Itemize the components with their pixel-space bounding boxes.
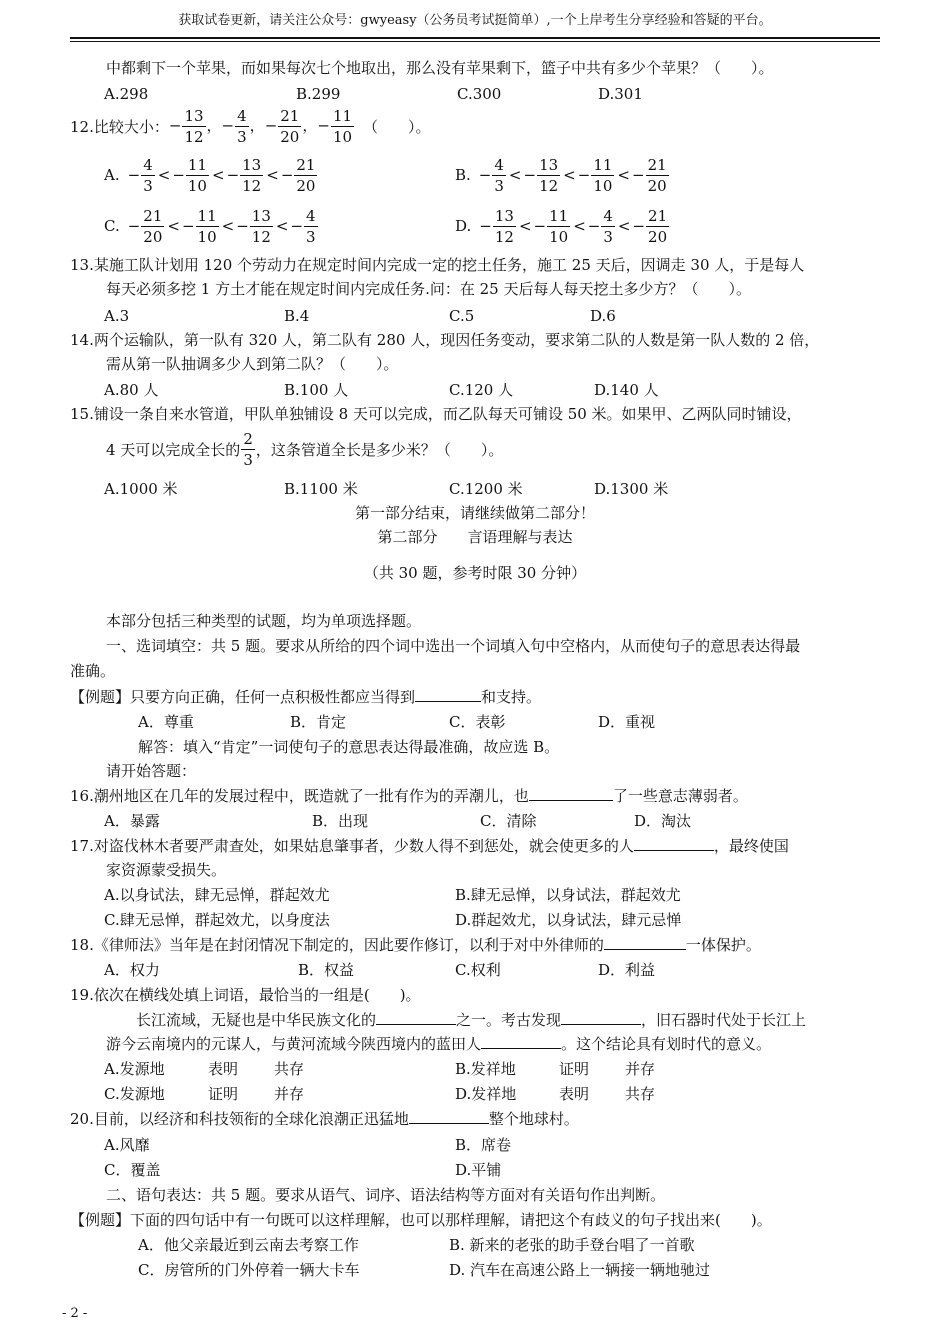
- q13-option-b: B.4: [284, 307, 310, 325]
- q19-d-word1: D.发祥地: [455, 1085, 517, 1103]
- fraction: [196, 206, 219, 247]
- q18-pre: 18.《律师法》当年是在封闭情况下制定的，因此要作修订，以利于对中外律师的: [70, 936, 604, 954]
- q16-stem: [70, 785, 748, 807]
- q19-option-b: [455, 1058, 655, 1080]
- minus-sign: −: [226, 166, 240, 184]
- minus-sign: −: [478, 166, 492, 184]
- fraction: [331, 106, 354, 147]
- fraction-numerator: 13: [184, 106, 204, 125]
- q19-passage-line2: [106, 1033, 771, 1055]
- fraction: [304, 206, 318, 247]
- fraction-denominator: 10: [197, 227, 217, 246]
- q16-blank: [529, 785, 613, 801]
- q15-line2-post: ，这条管道全长是多少米？（ ）。: [255, 440, 504, 459]
- q16-option-d: D．淘汰: [634, 812, 692, 830]
- part2-title: 第二部分 言语理解与表达: [377, 528, 573, 546]
- q19-c-word2: 证明: [208, 1085, 239, 1103]
- q19-option-d: [455, 1083, 655, 1105]
- q12-stem-fractions: [169, 106, 355, 147]
- q13-option-d: D.6: [590, 307, 616, 325]
- q19-p1-b: 之一。考古发现: [456, 1011, 562, 1029]
- fraction: [537, 155, 560, 196]
- fraction-denominator: 10: [332, 127, 353, 146]
- fraction-denominator: 12: [184, 127, 204, 146]
- fraction: [591, 155, 614, 196]
- minus-sign: −: [127, 217, 141, 235]
- example-pre: 【例题】只要方向正确，任何一点积极性都应当得到: [70, 688, 416, 706]
- minus-sign: −: [523, 166, 537, 184]
- q15-option-a: A.1000 米: [104, 480, 178, 498]
- less-than-sign: <: [563, 166, 576, 184]
- q14-option-b: B.100 人: [284, 381, 349, 399]
- fraction-denominator: 3: [306, 227, 316, 246]
- q12-option-c: [104, 203, 319, 249]
- q16-pre: 16.潮州地区在几年的发展过程中，既造就了一批有作为的弄潮儿，也: [70, 787, 529, 805]
- fraction-denominator: 12: [494, 227, 514, 246]
- q20-option-b: B．席卷: [455, 1136, 512, 1154]
- fraction: [182, 106, 205, 147]
- part2-intro: 本部分包括三种类型的试题，均为单项选择题。: [106, 612, 422, 630]
- q19-a-word3: 共存: [274, 1060, 305, 1078]
- q19-blank-3: [481, 1033, 561, 1049]
- sec2-instructions: 二、语句表达：共 5 题。要求从语气、词序、语法结构等方面对有关语句作出判断。: [106, 1186, 666, 1204]
- q14-option-a: A.80 人: [104, 381, 159, 399]
- fraction-numerator: 21: [143, 206, 163, 225]
- less-than-sign: <: [275, 217, 289, 235]
- q20-option-a: A.风靡: [104, 1136, 150, 1154]
- minus-sign: −: [127, 166, 141, 184]
- less-than-sign: <: [617, 217, 631, 235]
- fraction-numerator: 11: [593, 155, 613, 174]
- q19-blank-1: [376, 1009, 456, 1025]
- example-blank: [415, 686, 481, 702]
- minus-sign: −: [264, 116, 278, 134]
- comma: ，: [206, 116, 222, 134]
- q15-option-d: D.1300 米: [594, 480, 669, 498]
- q18-post: 一体保护。: [685, 936, 761, 954]
- q19-b-word1: B.发祥地: [455, 1060, 516, 1078]
- q16-option-b: B．出现: [312, 812, 369, 830]
- fraction-denominator: 20: [280, 127, 300, 146]
- q19-a-word1: A.发源地: [104, 1060, 165, 1078]
- q19-p2-a: 游今云南境内的元谋人，与黄河流域今陕西境内的蓝田人: [106, 1035, 482, 1053]
- q14-option-c: C.120 人: [449, 381, 514, 399]
- q15-line1: 15.铺设一条自来水管道，甲队单独铺设 8 天可以完成，而乙队每天可铺设 50 米。如果甲、乙两队同时铺设，: [70, 405, 802, 423]
- sec1-instructions: 一、选词填空：共 5 题。要求从所给的四个词中选出一个词填入句中空格内，从而使句子的意思表达得最: [106, 637, 801, 655]
- fraction-denominator: 12: [242, 176, 262, 195]
- minus-sign: −: [533, 217, 547, 235]
- sec2-option-c: C．房管所的门外停着一辆大卡车: [138, 1261, 360, 1279]
- fraction-numerator: 11: [332, 106, 353, 125]
- q14-line1: 14.两个运输队，第一队有 320 人，第二队有 280 人，现因任务变动，要求第二队的人数是第一队人数的 2 倍，: [70, 331, 820, 349]
- fraction-denominator: 12: [539, 176, 559, 195]
- q19-d-word3: 共存: [625, 1085, 656, 1103]
- less-than-sign: <: [211, 166, 225, 184]
- q13-option-c: C.5: [449, 307, 475, 325]
- q19-p1-a: 长江流域，无疑也是中华民族文化的: [136, 1011, 377, 1029]
- fraction-numerator: 21: [647, 155, 667, 174]
- q17-line2: 家资源蒙受损失。: [106, 861, 227, 879]
- q16-option-a: A．暴露: [104, 812, 160, 830]
- fraction: [141, 206, 164, 247]
- less-than-sign: <: [157, 166, 171, 184]
- fraction-denominator: 3: [494, 176, 504, 195]
- fraction: [646, 206, 669, 247]
- fraction-numerator: 4: [306, 206, 316, 225]
- q11-option-c: C.300: [457, 85, 502, 103]
- q18-option-a: A．权力: [104, 961, 160, 979]
- q19-p1-c: ，旧石器时代处于长江上: [641, 1011, 807, 1029]
- fraction-numerator: 13: [494, 206, 514, 225]
- less-than-sign: <: [266, 166, 279, 184]
- q20-blank: [409, 1108, 489, 1124]
- q15-frac-num: 2: [243, 429, 253, 448]
- q13-line1: 13.某施工队计划用 120 个劳动力在规定时间内完成一定的挖土任务，施工 25 天后，因调走 30 人，于是每人: [70, 256, 805, 274]
- q19-b-word3: 并存: [625, 1060, 656, 1078]
- comma: ，: [302, 116, 318, 134]
- q19-stem: 19.依次在横线处填上词语，最恰当的一组是( )。: [70, 986, 421, 1004]
- option-label: D.: [455, 217, 472, 235]
- q12-prefix: 12.比较大小：: [70, 117, 169, 136]
- fraction-denominator: 10: [549, 227, 569, 246]
- option-label: C.: [104, 217, 120, 235]
- q19-passage-line1: [136, 1009, 806, 1031]
- fraction-numerator: 21: [648, 206, 668, 225]
- fraction-denominator: 20: [296, 176, 316, 195]
- fraction-numerator: 21: [280, 106, 300, 125]
- fraction-numerator: 13: [539, 155, 559, 174]
- example-option-d: D．重视: [598, 713, 656, 731]
- example-post: 和支持。: [481, 688, 542, 706]
- fraction-denominator: 20: [143, 227, 163, 246]
- q11-text: 中都剩下一个苹果，而如果每次七个地取出，那么没有苹果剩下，篮子中共有多少个苹果？（ ）。: [106, 59, 774, 77]
- fraction: [235, 106, 249, 147]
- q16-post: 了一些意志薄弱者。: [612, 787, 748, 805]
- minus-sign: −: [632, 166, 645, 184]
- q18-option-b: B．权益: [298, 961, 355, 979]
- example-answer: 解答：填入“肯定”一词使句子的意思表达得最准确，故应选 B。: [138, 738, 560, 756]
- fraction-numerator: 4: [494, 155, 504, 174]
- minus-sign: −: [221, 116, 235, 134]
- fraction-denominator: 20: [648, 227, 668, 246]
- q18-stem: [70, 934, 761, 956]
- fraction-denominator: 10: [593, 176, 613, 195]
- fraction-numerator: 21: [296, 155, 316, 174]
- q19-b-word2: 证明: [559, 1060, 590, 1078]
- q18-option-c: C.权利: [455, 961, 501, 979]
- sec1-instructions-cont: 准确。: [70, 662, 116, 680]
- q17-blank: [634, 835, 714, 851]
- q17-stem: [70, 835, 789, 857]
- q12-stem: [70, 103, 431, 149]
- q11-option-a: A.298: [104, 85, 149, 103]
- fraction-denominator: 3: [603, 227, 613, 246]
- fraction-numerator: 4: [237, 106, 247, 125]
- fraction: [547, 206, 570, 247]
- example-option-b: B．肯定: [290, 713, 347, 731]
- sec2-example: 【例题】下面的四句话中有一句既可以这样理解，也可以那样理解，请把这个有歧义的句子找出来( )。: [70, 1211, 772, 1229]
- page-number: - 2 -: [62, 1306, 88, 1321]
- q15-frac-den: 3: [243, 450, 253, 469]
- q19-p2-b: 。这个结论具有划时代的意义。: [561, 1035, 772, 1053]
- q12-option-d: [455, 203, 670, 249]
- q19-d-word2: 表明: [559, 1085, 590, 1103]
- q19-blank-2: [561, 1009, 641, 1025]
- q14-option-d: D.140 人: [594, 381, 659, 399]
- q20-option-d: D.平铺: [455, 1161, 502, 1179]
- fraction-denominator: 12: [251, 227, 271, 246]
- fraction-numerator: 4: [143, 155, 153, 174]
- minus-sign: −: [577, 166, 591, 184]
- fraction: [493, 206, 516, 247]
- q17-option-b: B.肆无忌惮，以身试法，群起效尤: [455, 886, 681, 904]
- part2-subtitle: （共 30 题，参考时限 30 分钟）: [363, 564, 587, 582]
- q12-option-a: [104, 152, 318, 198]
- fraction: [601, 206, 615, 247]
- minus-sign: −: [280, 166, 294, 184]
- example-option-c: C．表彰: [449, 713, 506, 731]
- q13-line2: 每天必须多挖 1 方土才能在规定时间内完成任务.问：在 25 天后每人每天挖土多少方？（ ）。: [106, 280, 751, 298]
- q11-option-b: B.299: [296, 85, 341, 103]
- q13-option-a: A.3: [104, 307, 130, 325]
- fraction: [278, 106, 301, 147]
- less-than-sign: <: [518, 217, 532, 235]
- q17-option-d: D.群起效尤，以身试法，肆元忌惮: [455, 911, 682, 929]
- fraction-denominator: 20: [647, 176, 667, 195]
- q15-fraction: [241, 429, 255, 470]
- minus-sign: −: [587, 217, 601, 235]
- fraction-denominator: 3: [143, 176, 153, 195]
- minus-sign: −: [168, 116, 182, 134]
- q11-option-d: D.301: [598, 85, 643, 103]
- q16-option-c: C．清除: [480, 812, 537, 830]
- fraction-denominator: 10: [187, 176, 207, 195]
- q20-stem: [70, 1108, 579, 1130]
- fraction: [141, 155, 155, 196]
- q17-option-a: A.以身试法，肆无忌惮，群起效尤: [104, 886, 330, 904]
- start-prompt: 请开始答题：: [106, 762, 197, 780]
- fraction-numerator: 11: [187, 155, 207, 174]
- q17-pre: 17.对盗伐林木者要严肃查处，如果姑息肇事者，少数人得不到惩处，就会使更多的人: [70, 837, 634, 855]
- sec2-option-a: A．他父亲最近到云南去考察工作: [138, 1236, 359, 1254]
- minus-sign: −: [236, 217, 249, 235]
- fraction: [186, 155, 209, 196]
- sec2-option-b: B. 新来的老张的助手登台唱了一首歌: [449, 1236, 695, 1254]
- less-than-sign: <: [617, 166, 630, 184]
- minus-sign: −: [479, 217, 492, 235]
- fraction-numerator: 13: [242, 155, 262, 174]
- part-end-notice: 第一部分结束，请继续做第二部分！: [354, 504, 595, 522]
- minus-sign: −: [632, 217, 646, 235]
- q15-line2: [106, 426, 503, 472]
- q20-pre: 20.目前，以经济和科技领衔的全球化浪潮正迅猛地: [70, 1110, 409, 1128]
- q12-option-b: [455, 152, 670, 198]
- q20-option-c: C．覆盖: [104, 1161, 161, 1179]
- fraction: [646, 155, 669, 196]
- less-than-sign: <: [508, 166, 522, 184]
- q18-blank: [604, 934, 686, 950]
- fraction-numerator: 11: [549, 206, 569, 225]
- q17-option-c: C.肆无忌惮，群起效尤，以身度法: [104, 911, 330, 929]
- q20-post: 整个地球村。: [488, 1110, 579, 1128]
- q15-option-c: C.1200 米: [449, 480, 523, 498]
- q19-option-a: [104, 1058, 304, 1080]
- option-label: B.: [455, 166, 471, 184]
- example-question: [70, 686, 541, 708]
- fraction-numerator: 13: [251, 206, 271, 225]
- minus-sign: −: [172, 166, 185, 184]
- fraction-numerator: 11: [197, 206, 217, 225]
- less-than-sign: <: [167, 217, 180, 235]
- q19-c-word3: 并存: [274, 1085, 305, 1103]
- q17-post: ，最终使国: [713, 837, 789, 855]
- fraction: [294, 155, 317, 196]
- q19-a-word2: 表明: [208, 1060, 239, 1078]
- fraction-numerator: 4: [603, 206, 613, 225]
- comma: ，: [249, 116, 265, 134]
- less-than-sign: <: [221, 217, 235, 235]
- q19-option-c: [104, 1083, 304, 1105]
- fraction: [240, 155, 263, 196]
- example-option-a: A．尊重: [138, 713, 194, 731]
- header-rule-thin: [70, 41, 880, 42]
- header-rule: [70, 37, 880, 39]
- q18-option-d: D．利益: [598, 961, 656, 979]
- q12-suffix: （ ）。: [363, 117, 431, 136]
- q14-line2: 需从第一队抽调多少人到第二队？（ ）。: [106, 355, 399, 373]
- minus-sign: −: [317, 116, 330, 134]
- q19-c-word1: C.发源地: [104, 1085, 165, 1103]
- less-than-sign: <: [573, 217, 586, 235]
- q15-option-b: B.1100 米: [284, 480, 358, 498]
- minus-sign: −: [181, 217, 195, 235]
- sec2-option-d: D. 汽车在高速公路上一辆接一辆地驰过: [449, 1261, 711, 1279]
- minus-sign: −: [290, 217, 304, 235]
- option-label: A.: [104, 166, 120, 184]
- fraction: [492, 155, 506, 196]
- page-header: 获取试卷更新，请关注公众号：gwyeasy（公务员考试挺简单）,一个上岸考生分享经验和答疑的平台。: [178, 13, 772, 28]
- q15-line2-pre: 4 天可以完成全长的: [106, 440, 241, 459]
- fraction: [250, 206, 273, 247]
- fraction-denominator: 3: [237, 127, 247, 146]
